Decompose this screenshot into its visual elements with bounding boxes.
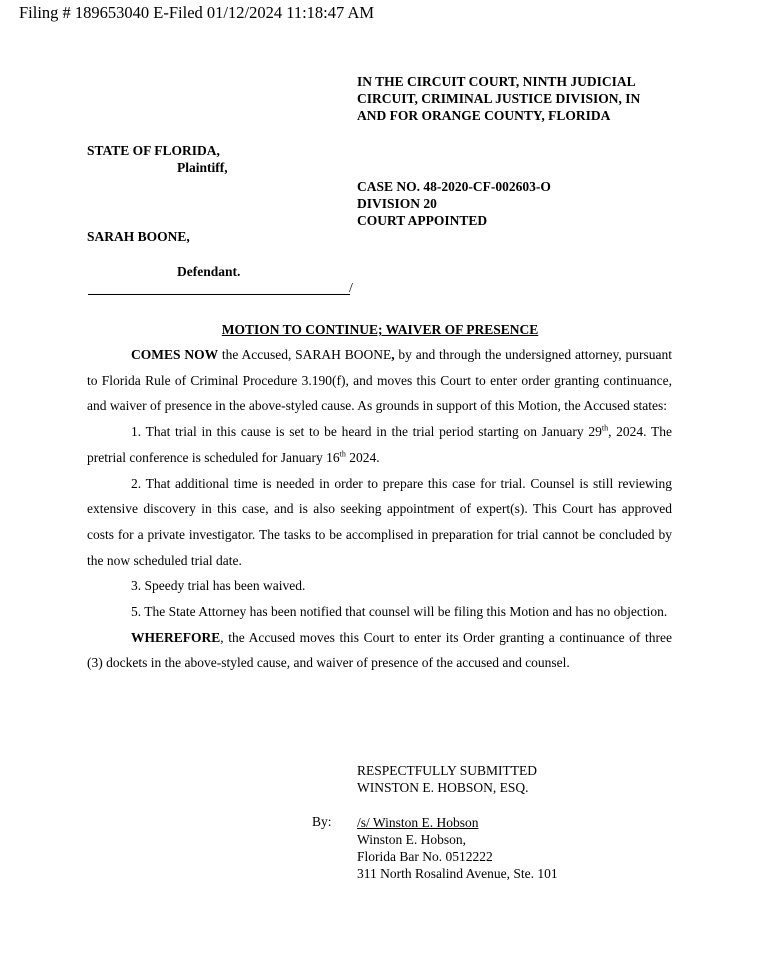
p1-sup-2: th [339,449,346,459]
defendant-name: SARAH BOONE, [87,229,190,244]
caption-slash: / [349,281,353,296]
defendant-role: Defendant. [177,264,241,279]
paragraph-1 [87,419,672,470]
filing-header: Filing # 189653040 E-Filed 01/12/2024 11:18:47 AM [19,3,375,22]
case-info [357,178,551,229]
signature-header [357,762,537,796]
wherefore-text: , the Accused moves this Court to enter its Order granting a continuance of three (3) dockets in the above-styled cause, and waiver of presence of the accused and counsel. [87,629,672,671]
paragraph-2: 2. That additional time is needed in order to prepare this case for trial. Counsel is still reviewing extensive discovery in this case, and is also seeking appointment of expert(s). This Court has approved costs for a private investigator. The tasks to be accomplised in preparation for trial cannot be concluded by the now scheduled trial date. [87,475,672,568]
intro-paragraph [87,342,672,419]
court-caption [357,73,687,124]
intro-lead: COMES NOW [131,347,219,362]
document-title: MOTION TO CONTINUE; WAIVER OF PRESENCE [221,322,539,337]
court-line-1: IN THE CIRCUIT COURT, NINTH JUDICIAL [357,74,636,89]
intro-text-2: by and through the undersigned attorney, pursuant to Florida Rule of Criminal Procedure 3.190(f), and moves this Court to enter order granting continuance, and waiver of presence in the above-styled cause. As grounds in support of this Motion, the Accused states: [87,347,672,414]
by-label: By: [312,814,332,829]
wherefore-lead: WHEREFORE [131,629,221,645]
p1-text-a: 1. That trial in this cause is set to be heard in the trial period starting on January 29 [131,424,602,440]
motion-body [87,342,672,676]
paragraph-3: 3. Speedy trial has been waived. [131,578,306,594]
p1-sup-1: th [601,423,609,433]
case-division: DIVISION 20 [357,196,437,211]
intro-text-1: the Accused, SARAH BOONE [218,347,392,362]
caption-rule [88,280,350,295]
attorney-address: 311 North Rosalind Avenue, Ste. 101 [357,866,558,881]
paragraph-5: 5. The State Attorney has been notified that counsel will be filing this Motion and has no objection. [131,604,668,620]
attorney-name: Winston E. Hobson, [357,832,466,847]
wherefore-paragraph [87,625,672,676]
p1-text-c: 2024. [345,449,380,465]
court-line-3: AND FOR ORANGE COUNTY, FLORIDA [357,108,611,123]
electronic-signature: /s/ Winston E. Hobson [357,815,479,830]
bar-number: Florida Bar No. 0512222 [357,849,493,864]
plaintiff-name: STATE OF FLORIDA, [87,143,220,158]
intro-comma: , [391,347,395,362]
plaintiff-role: Plaintiff, [177,160,228,175]
case-appointed: COURT APPOINTED [357,213,488,228]
signature-block [357,814,558,882]
case-number: CASE NO. 48-2020-CF-002603-O [357,179,551,194]
firm-name: WINSTON E. HOBSON, ESQ. [357,780,529,795]
p1-text-b: , 2024. The pretrial conference is scheduled for January 16 [87,424,672,465]
court-line-2: CIRCUIT, CRIMINAL JUSTICE DIVISION, IN [357,91,641,106]
respectfully-submitted: RESPECTFULLY SUBMITTED [357,763,538,778]
